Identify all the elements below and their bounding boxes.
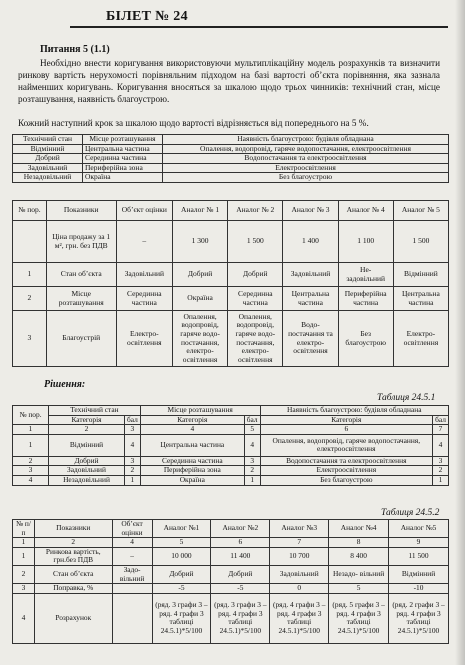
table-cell: 1: [13, 434, 49, 456]
table-cell: Електроосвітлення: [163, 163, 449, 173]
table-cell: -10: [389, 584, 449, 594]
table-row: [13, 584, 449, 594]
table-cell: Електро- освітлення: [116, 311, 172, 367]
table-cell: 0: [270, 584, 329, 594]
table-cell: Серединна частина: [116, 287, 172, 311]
table-cell: Розрахунок: [34, 593, 112, 643]
subheader-cell: бал: [125, 415, 141, 425]
table-row: [13, 163, 449, 173]
table-cell: Стан об’єкта: [46, 263, 116, 287]
table-cell: Периферійна зона: [140, 466, 244, 476]
table-cell: Центральна частина: [83, 144, 163, 154]
table-cell: 1: [433, 475, 449, 485]
table-cell: 11 500: [389, 547, 449, 565]
table-cell: Окраїна: [140, 475, 244, 485]
table-cell: Серединна частина: [83, 154, 163, 164]
header-cell: № пор.: [13, 201, 47, 221]
table-cell: Добрий: [49, 456, 125, 466]
table-cell: Добрий: [152, 565, 211, 583]
table1-numbers: [13, 425, 449, 435]
table-cell: 2: [13, 287, 47, 311]
table-cell: 10 700: [270, 547, 329, 565]
table-cell: 3: [13, 584, 35, 594]
table-cell: Незадовільний: [13, 173, 83, 183]
table-cell: [112, 584, 152, 594]
table-cell: -5: [152, 584, 211, 594]
table-cell: Електро- освітлення: [393, 311, 448, 367]
table2-numbers: [13, 538, 449, 548]
table-cell: 1 300: [172, 221, 227, 263]
table-cell: (ряд. 2 графи 3 – ряд. 4 графи 3 таблиці 24.5.1)*5/100: [389, 593, 449, 643]
table-cell: Без благоустрою: [163, 173, 449, 183]
number-cell: 2: [34, 538, 112, 548]
header-cell: Місце розташування: [140, 406, 260, 416]
table-row: [13, 263, 449, 287]
table-cell: 1 400: [283, 221, 338, 263]
table-cell: (ряд. 4 графи 3 – ряд. 4 графи 3 таблиці 24.5.1)*5/100: [270, 593, 329, 643]
scale-table-header: [13, 135, 449, 145]
table-cell: [13, 221, 47, 263]
table-cell: 2: [433, 466, 449, 476]
table-cell: Центральна частина: [140, 434, 244, 456]
data-table: [12, 200, 449, 367]
table-cell: 3: [13, 466, 49, 476]
table-cell: 4: [125, 434, 141, 456]
table-cell: 3: [125, 456, 141, 466]
table-cell: Незадовільний: [49, 475, 125, 485]
table-cell: 4: [13, 475, 49, 485]
table-cell: -5: [211, 584, 270, 594]
table-row: [13, 565, 449, 583]
table-cell: 2: [13, 565, 35, 583]
table-row: [13, 434, 449, 456]
number-cell: 2: [49, 425, 125, 435]
number-cell: 9: [389, 538, 449, 548]
number-cell: 1: [13, 425, 49, 435]
table-cell: (ряд. 3 графи 3 – ряд. 4 графи 3 таблиці 24.5.1)*5/100: [211, 593, 270, 643]
table-cell: 4: [13, 593, 35, 643]
table-cell: Периферійна зона: [83, 163, 163, 173]
number-cell: 7: [433, 425, 449, 435]
header-cell: Аналог № 2: [228, 201, 283, 221]
table-row: [13, 144, 449, 154]
table-cell: 1: [13, 263, 47, 287]
table-cell: (ряд. 3 графи 3 – ряд. 4 графи 3 таблиці 24.5.1)*5/100: [152, 593, 211, 643]
table-cell: Опалення, водопровід, гаряче водопостачання, електроосвітлення: [163, 144, 449, 154]
subheader-cell: Категорія: [140, 415, 244, 425]
number-cell: 3: [125, 425, 141, 435]
table-cell: Задо- вільний: [112, 565, 152, 583]
table-cell: 2: [244, 466, 260, 476]
table-cell: Окраїна: [172, 287, 227, 311]
header-cell: Аналог № 3: [283, 201, 338, 221]
header-cell: Аналог № 5: [393, 201, 448, 221]
table-cell: 1 500: [228, 221, 283, 263]
subheader-cell: бал: [244, 415, 260, 425]
ticket-header: [70, 8, 448, 28]
header-cell: Аналог №5: [389, 520, 449, 538]
table-row: [13, 154, 449, 164]
table-cell: Водо- постачання та електро- освітлення: [283, 311, 338, 367]
table-cell: 1 500: [393, 221, 448, 263]
subheader-cell: Категорія: [260, 415, 432, 425]
data-table-header: [13, 201, 449, 221]
scale-table: [12, 134, 449, 183]
header-cell: Наявність благоустрою: будівля обладнана: [260, 406, 448, 416]
table-cell: Серединна частина: [228, 287, 283, 311]
table-cell: 1: [244, 475, 260, 485]
table-cell: Стан об’єкта: [34, 565, 112, 583]
scale-header-cell: Наявність благоустрою: будівля обладнана: [163, 135, 449, 145]
number-cell: 6: [211, 538, 270, 548]
table-24-5-1: [12, 405, 449, 486]
table-cell: –: [116, 221, 172, 263]
table-cell: Периферійна частина: [338, 287, 393, 311]
table-cell: Добрий: [228, 263, 283, 287]
table-cell: Задовільний: [270, 565, 329, 583]
table-cell: Опалення, водопровід, гаряче водо- постачання, електро- освітлення: [172, 311, 227, 367]
table-cell: 8 400: [329, 547, 389, 565]
question-paragraph: Необхідно внести коригування використовуючи мультиплікаційну модель розрахунків та визначити ринкову вартість нерухомості порівняльним підходом на базі вартості об’єкта порівняння, яка зазнала найменших коригувань. Коригування вносяться за шкалою щодо трьох чинників: технічний стан, місце розташування, наявність благоустрою.: [18, 58, 440, 104]
table-cell: Електроосвітлення: [260, 466, 432, 476]
number-cell: 1: [13, 538, 35, 548]
header-cell: Аналог № 4: [338, 201, 393, 221]
table1-header: [13, 406, 449, 416]
table-row: [13, 287, 449, 311]
header-cell: Аналог №1: [152, 520, 211, 538]
table-cell: Поправка, %: [34, 584, 112, 594]
number-cell: 7: [270, 538, 329, 548]
table-cell: 1 100: [338, 221, 393, 263]
table-cell: Відмінний: [393, 263, 448, 287]
table-cell: 5: [329, 584, 389, 594]
header-cell: № п/п: [13, 520, 35, 538]
table-cell: Задовільний: [49, 466, 125, 476]
header-cell: Технічний стан: [49, 406, 141, 416]
table-cell: Опалення, водопровід, гаряче водопостачання, електроосвітлення: [260, 434, 432, 456]
table-cell: Благоустрій: [46, 311, 116, 367]
scale-header-cell: Місце розташування: [83, 135, 163, 145]
table-cell: 4: [433, 434, 449, 456]
header-cell: Аналог № 1: [172, 201, 227, 221]
number-cell: 8: [329, 538, 389, 548]
question-paragraph-2: Кожний наступний крок за шкалою щодо вартості відрізняється від попереднього на 5 %.: [18, 118, 369, 128]
table-cell: Опалення, водопровід, гаряче водо- постачання, електро- освітлення: [228, 311, 283, 367]
table-cell: Задовільний: [13, 163, 83, 173]
table-cell: Ціна продажу за 1 м², грн. без ПДВ: [46, 221, 116, 263]
table1-subheader: [13, 415, 449, 425]
table-cell: 1: [125, 475, 141, 485]
table-cell: 3: [433, 456, 449, 466]
table-cell: 11 400: [211, 547, 270, 565]
table-cell: 3: [13, 311, 47, 367]
table-cell: Відмінний: [49, 434, 125, 456]
number-cell: 4: [112, 538, 152, 548]
table-cell: 1: [13, 547, 35, 565]
table-cell: Без благоустрою: [338, 311, 393, 367]
subheader-cell: бал: [433, 415, 449, 425]
table2-caption: Таблиця 24.5.2: [381, 508, 440, 518]
number-cell: 6: [260, 425, 432, 435]
table-cell: Серединна частина: [140, 456, 244, 466]
question-heading: Питання 5 (1.1): [40, 44, 110, 55]
table-cell: [112, 593, 152, 643]
header-cell: Показники: [46, 201, 116, 221]
table-row: [13, 173, 449, 183]
table-cell: Відмінний: [13, 144, 83, 154]
table-cell: –: [112, 547, 152, 565]
subheader-cell: Категорія: [49, 415, 125, 425]
table-cell: Центральна частина: [393, 287, 448, 311]
table-cell: Місце розташування: [46, 287, 116, 311]
table2-header: [13, 520, 449, 538]
header-cell: Аналог №2: [211, 520, 270, 538]
table-cell: 4: [244, 434, 260, 456]
table-24-5-2: [12, 519, 449, 644]
table-cell: Водопостачання та електроосвітлення: [260, 456, 432, 466]
number-cell: 4: [140, 425, 244, 435]
table-row: [13, 221, 449, 263]
table-cell: 3: [244, 456, 260, 466]
table-cell: Водопостачання та електроосвітлення: [163, 154, 449, 164]
table-cell: Відмінний: [389, 565, 449, 583]
table-cell: Центральна частина: [283, 287, 338, 311]
table-row: [13, 547, 449, 565]
scale-header-cell: Технічний стан: [13, 135, 83, 145]
ticket-title: БІЛЕТ № 24: [106, 9, 188, 24]
number-cell: 5: [244, 425, 260, 435]
table-cell: Добрий: [13, 154, 83, 164]
solution-label: Рішення:: [44, 379, 86, 390]
table1-caption: Таблиця 24.5.1: [377, 393, 436, 403]
table-cell: 2: [125, 466, 141, 476]
table-cell: Без благоустрою: [260, 475, 432, 485]
table-cell: Не- задовільний: [338, 263, 393, 287]
table-cell: Ринкова вартість, грн.без ПДВ: [34, 547, 112, 565]
table-row: [13, 593, 449, 643]
header-cell: № пор.: [13, 406, 49, 425]
header-cell: Показники: [34, 520, 112, 538]
number-cell: 5: [152, 538, 211, 548]
table-row: [13, 311, 449, 367]
table-cell: Добрий: [172, 263, 227, 287]
table-row: [13, 475, 449, 485]
table-cell: (ряд. 5 графи 3 – ряд. 4 графи 3 таблиці 24.5.1)*5/100: [329, 593, 389, 643]
header-cell: Аналог №4: [329, 520, 389, 538]
table-cell: Окраїна: [83, 173, 163, 183]
header-cell: Об’єкт оцінки: [112, 520, 152, 538]
table-cell: Незадо- вільний: [329, 565, 389, 583]
header-cell: Аналог №3: [270, 520, 329, 538]
table-cell: Задовільний: [283, 263, 338, 287]
header-cell: Об’єкт оцінки: [116, 201, 172, 221]
table-cell: 10 000: [152, 547, 211, 565]
table-cell: Добрий: [211, 565, 270, 583]
table-cell: 2: [13, 456, 49, 466]
table-cell: Задовільний: [116, 263, 172, 287]
